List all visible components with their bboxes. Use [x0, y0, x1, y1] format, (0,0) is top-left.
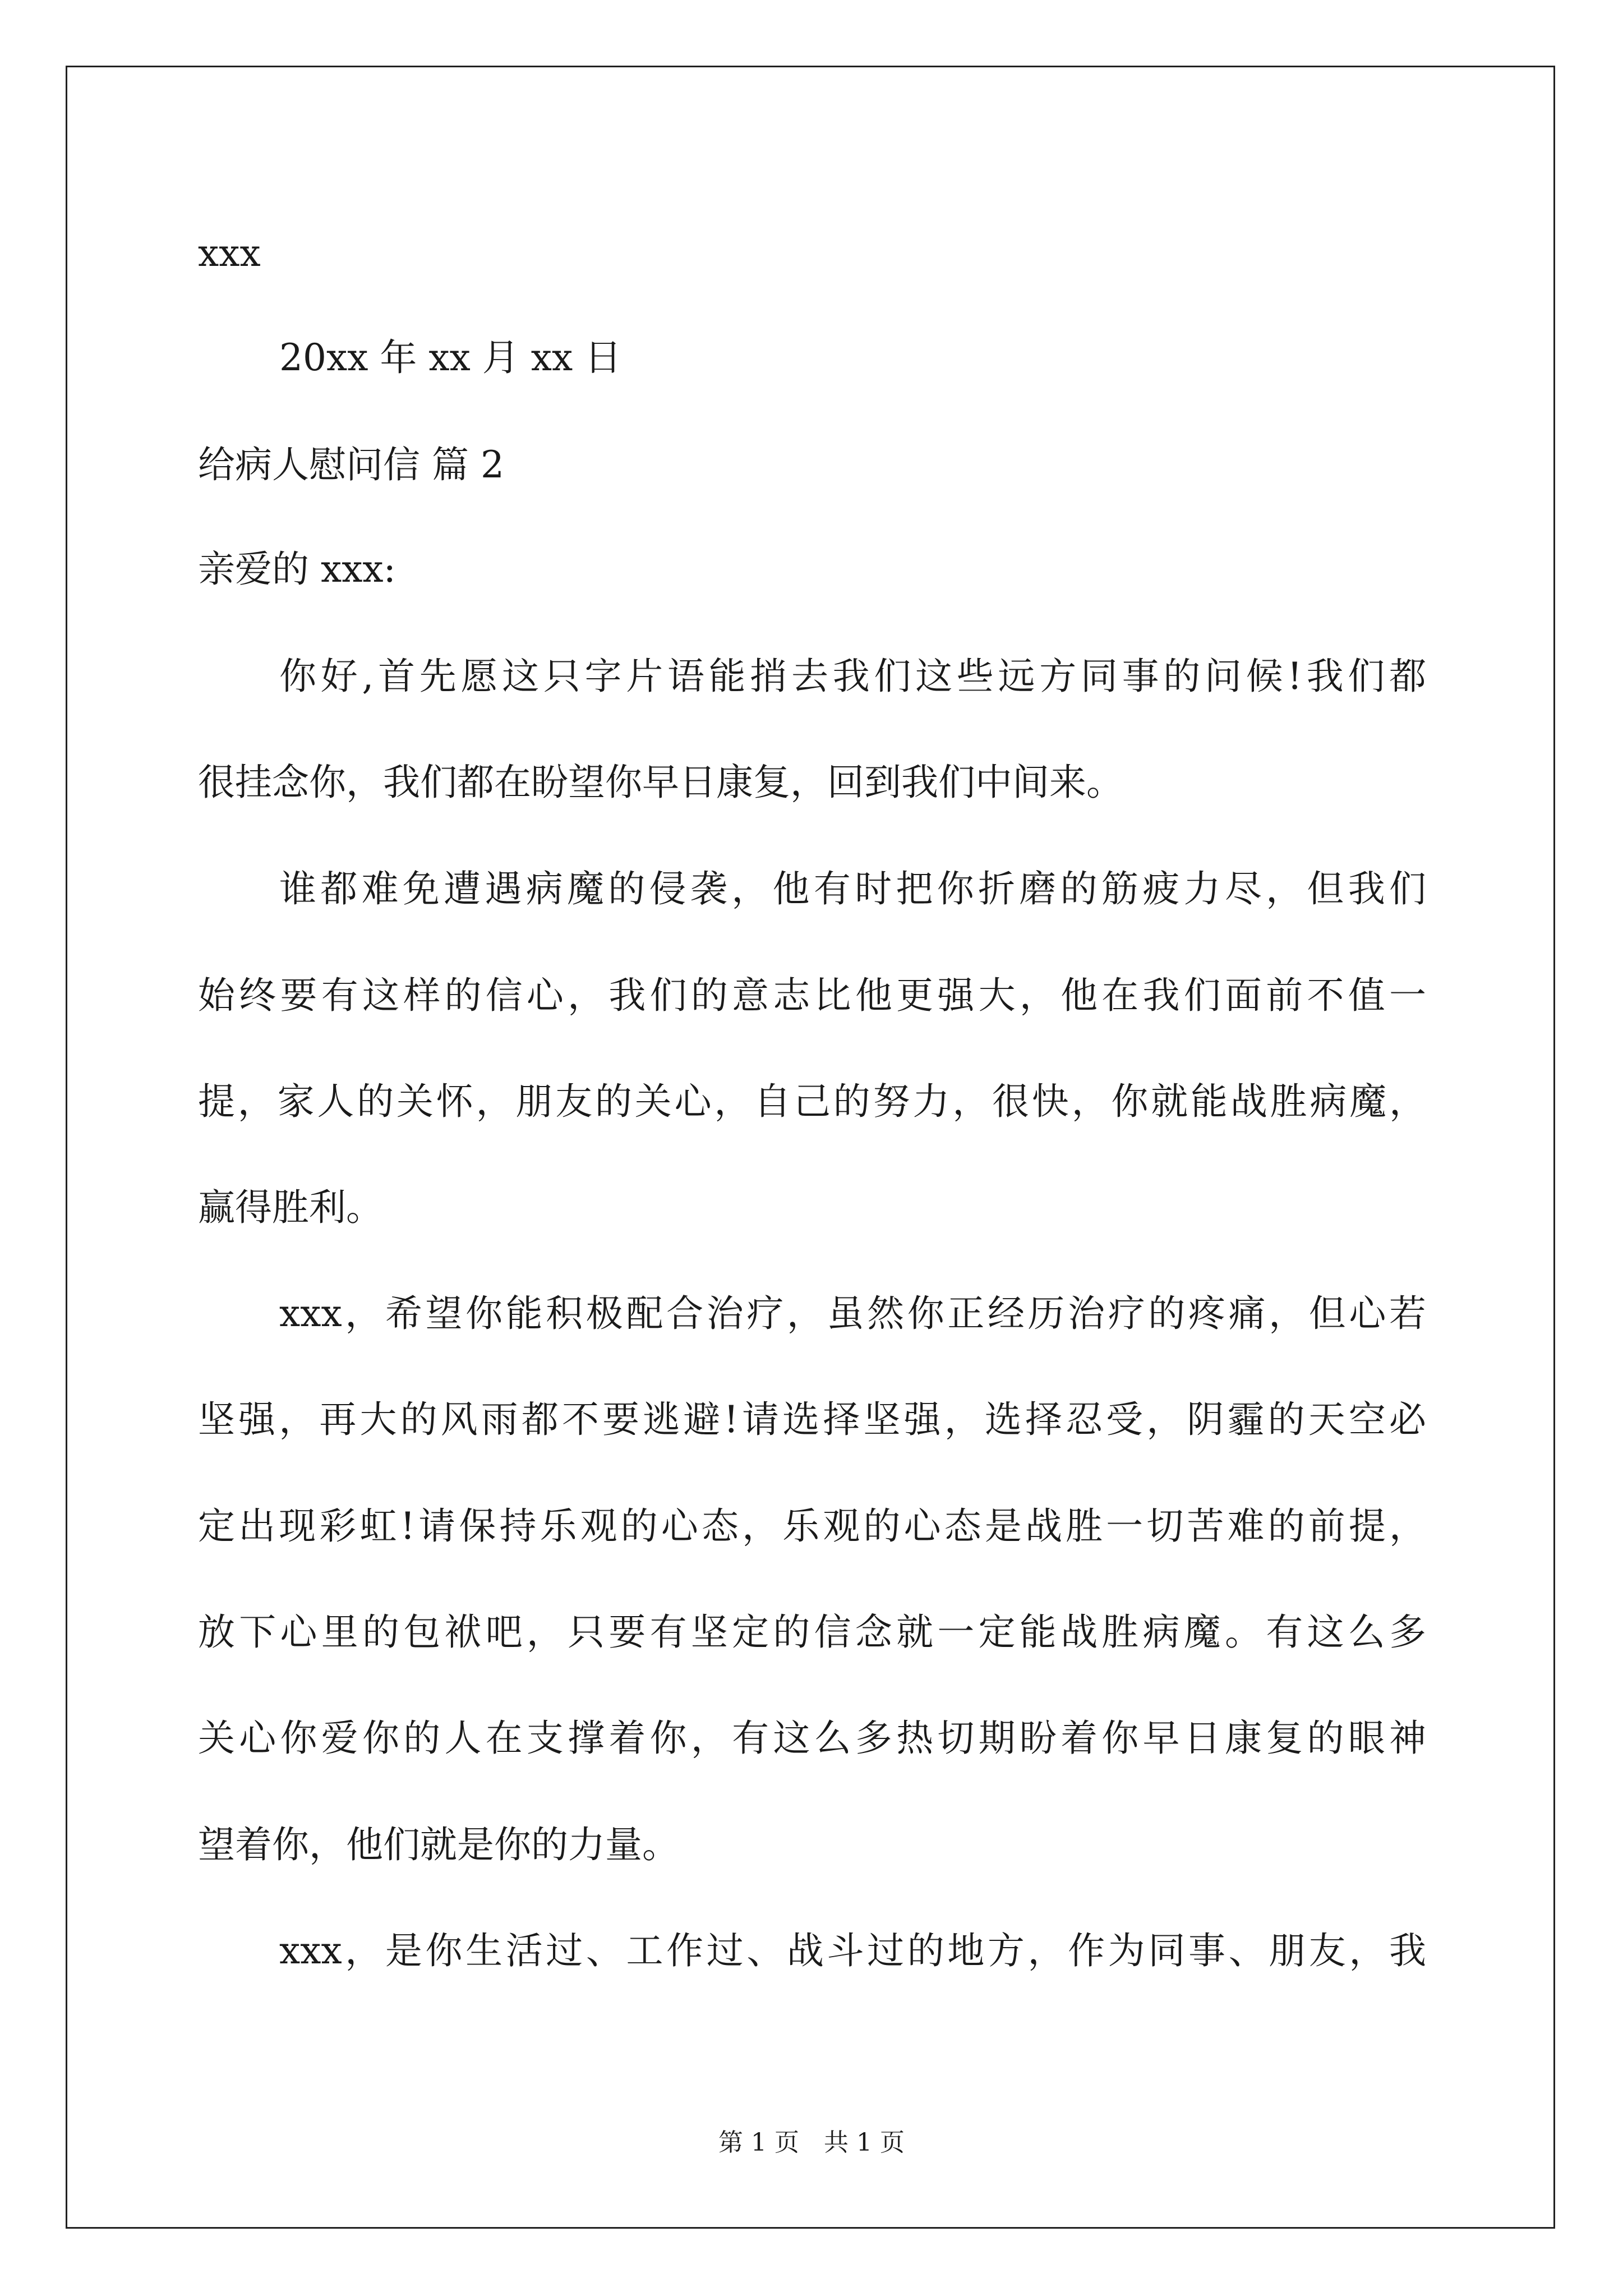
body-line: 你好,首先愿这只字片语能捎去我们这些远方同事的问候!我们都 [279, 655, 1426, 698]
body-line: 关心你爱你的人在支撑着你，有这么多热切期盼着你早日康复的眼神 [198, 1717, 1426, 1760]
body-line: 放下心里的包袱吧，只要有坚定的信念就一定能战胜病魔。有这么多 [198, 1611, 1426, 1654]
page-footer: 第 1 页 共 1 页 [718, 2128, 905, 2157]
salutation: 亲爱的 xxx: [198, 547, 396, 591]
body-line: 望着你，他们就是你的力量。 [198, 1823, 679, 1866]
page-border [66, 66, 1555, 2229]
body-line: 赢得胜利。 [198, 1186, 383, 1229]
signature-line: xxx [198, 232, 261, 275]
body-line: 始终要有这样的信心，我们的意志比他更强大，他在我们面前不值一 [198, 974, 1426, 1017]
body-line: 谁都难免遭遇病魔的侵袭，他有时把你折磨的筋疲力尽，但我们 [279, 867, 1426, 910]
body-line: 很挂念你，我们都在盼望你早日康复，回到我们中间来。 [198, 761, 1123, 804]
body-line: 提，家人的关怀，朋友的关心，自己的努力，很快，你就能战胜病魔， [198, 1080, 1426, 1123]
body-line: 定出现彩虹!请保持乐观的心态，乐观的心态是战胜一切苦难的前提， [198, 1504, 1426, 1548]
body-line: xxx，希望你能积极配合治疗，虽然你正经历治疗的疼痛，但心若 [279, 1292, 1426, 1335]
letter-title: 给病人慰问信 篇 2 [198, 443, 504, 486]
body-line: 坚强，再大的风雨都不要逃避!请选择坚强，选择忍受，阴霾的天空必 [198, 1398, 1426, 1441]
body-line: xxx，是你生活过、工作过、战斗过的地方，作为同事、朋友，我 [279, 1929, 1426, 1972]
date-line: 20xx 年 xx 月 xx 日 [279, 336, 622, 379]
